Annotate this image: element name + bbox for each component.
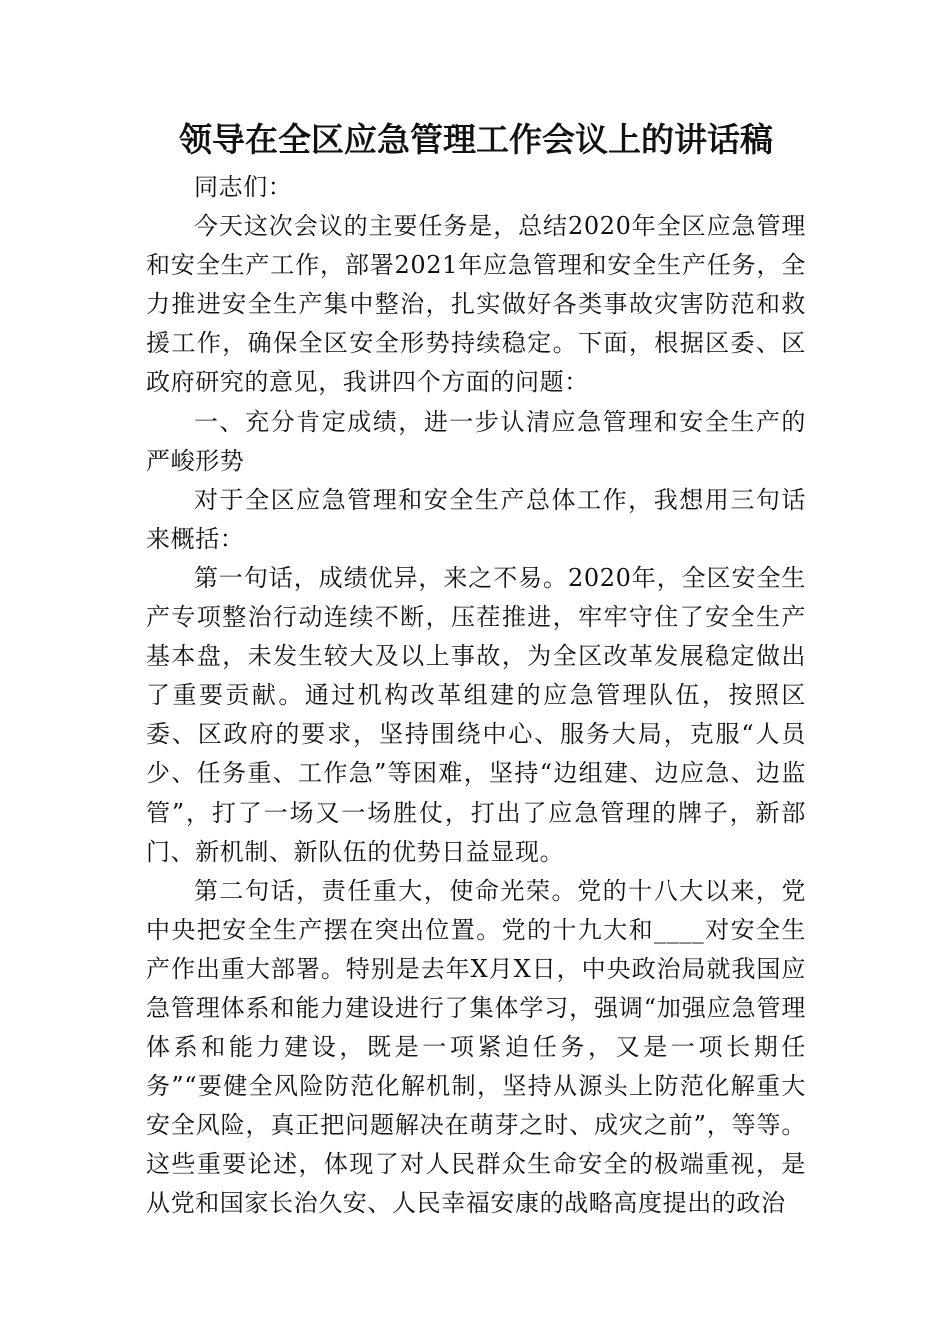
intro-paragraph: 今天这次会议的主要任务是，总结2020年全区应急管理和安全生产工作，部署2021年应急管理和安全生产任务，全力推进安全生产集中整治，扎实做好各类事故灾害防范和救援工作，确保全区安全形势持续稳定。下面，根据区委、区政府研究的意见，我讲四个方面的问题： (146, 212, 806, 397)
summary-paragraph: 对于全区应急管理和安全生产总体工作，我想用三句话来概括： (146, 485, 806, 553)
greeting-paragraph: 同志们： (194, 173, 293, 201)
second-point-paragraph: 第二句话，责任重大，使命光荣。党的十八大以来，党中央把安全生产摆在突出位置。党的十九大和____对安全生产作出重大部署。特别是去年X月X日，中央政治局就我国应急管理体系和能力建设进行了集体学习，强调“加强应急管理体系和能力建设，既是一项紧迫任务，又是一项长期任务”“要健全风险防范化解机制，坚持从源头上防范化解重大安全风险，真正把问题解决在萌芽之时、成灾之前”，等等。这些重要论述，体现了对人民群众生命安全的极端重视，是从党和国家长治久安、人民幸福安康的战略高度提出的政治 (146, 876, 806, 1218)
document-page (146, 112, 806, 1224)
first-point-paragraph: 第一句话，成绩优异，来之不易。2020年，全区安全生产专项整治行动连续不断，压茬推进，牢牢守住了安全生产基本盘，未发生较大及以上事故，为全区改革发展稳定做出了重要贡献。通过机构改革组建的应急管理队伍，按照区委、区政府的要求，坚持围绕中心、服务大局，克服“人员少、任务重、工作急”等困难，坚持“边组建、边应急、边监管”，打了一场又一场胜仗，打出了应急管理的牌子，新部门、新机制、新队伍的优势日益显现。 (146, 563, 806, 866)
document-title: 领导在全区应急管理工作会议上的讲话稿 (179, 120, 773, 159)
section-heading-1: 一、充分肯定成绩，进一步认清应急管理和安全生产的严峻形势 (146, 407, 806, 475)
